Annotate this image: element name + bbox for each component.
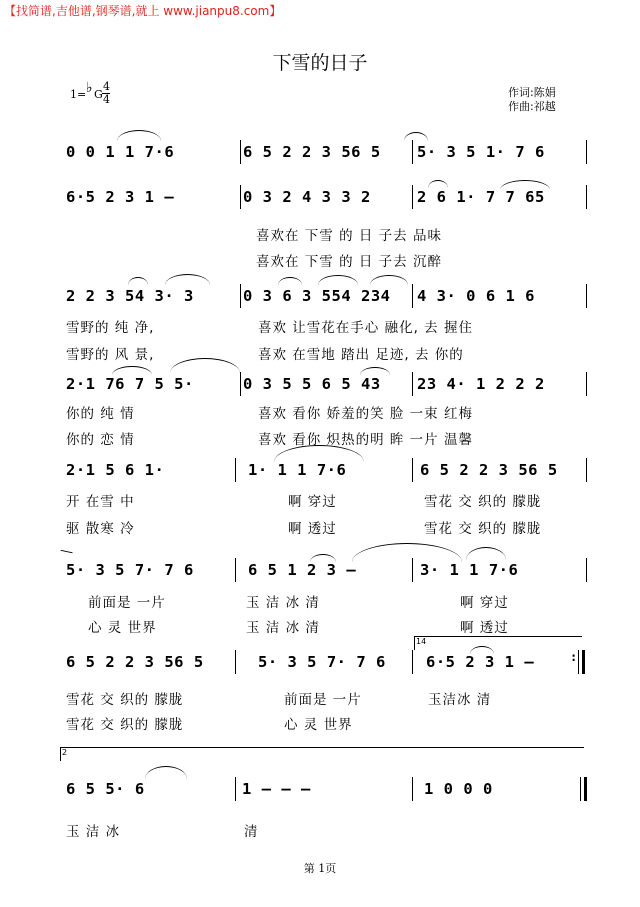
key-flat: ♭ bbox=[86, 80, 93, 96]
measure-notes: 5· 3 5 7· 7 6 bbox=[66, 561, 194, 579]
lyric-verse-2: 玉 洁 冰 清 bbox=[246, 620, 320, 636]
measure-notes: 1· 1 1 7·6 bbox=[248, 461, 347, 479]
song-title: 下雪的日子 bbox=[272, 52, 368, 74]
lyric-verse-2: 驱 散寒 冷 bbox=[66, 521, 135, 537]
measure-notes: 6·5 2 3 1 – bbox=[66, 188, 175, 206]
lyric-verse-1: 清 bbox=[244, 824, 259, 840]
lyric-verse-1: 玉洁冰 清 bbox=[428, 692, 492, 708]
measure-notes: 6 5 2 2 3 56 5 bbox=[66, 653, 204, 671]
lyric-verse-1: 啊 穿过 bbox=[460, 595, 509, 611]
lyric-verse-1: 啊 穿过 bbox=[288, 494, 337, 510]
lyric-verse-2: 雪花 交 织的 朦胧 bbox=[66, 717, 184, 733]
lyric-verse-1: 你的 纯 情 bbox=[66, 406, 135, 422]
measure-notes: 0 3 6 3 554 234 bbox=[243, 287, 391, 305]
measure-notes: 2 6 1· 7 7 65 bbox=[417, 188, 545, 206]
key-letter: G bbox=[94, 88, 103, 101]
measure-notes: 1 0 0 0 bbox=[424, 780, 493, 798]
volta-marker: 14 bbox=[416, 637, 427, 646]
measure-notes: 4 3· 0 6 1 6 bbox=[417, 287, 535, 305]
lyric-verse-2: 雪野的 风 景, bbox=[66, 347, 155, 363]
measure-notes: 23 4· 1 2 2 2 bbox=[417, 375, 545, 393]
volta-marker: 2 bbox=[62, 748, 68, 757]
measure-notes: 2·1 76 7 5 5· bbox=[66, 375, 194, 393]
lyric-verse-1: 雪野的 纯 净, bbox=[66, 320, 155, 336]
repeat-dots: : bbox=[570, 650, 578, 664]
measure-notes: 6·5 2 3 1 – bbox=[426, 653, 535, 671]
lyric-verse-1: 雪花 交 织的 朦胧 bbox=[424, 494, 542, 510]
site-banner: 【找简谱,吉他谱,钢琴谱,就上 www.jianpu8.com】 bbox=[4, 4, 282, 18]
measure-notes: 6 5 2 2 3 56 5 bbox=[420, 461, 558, 479]
measure-notes: 0 0 1 1 7·6 bbox=[66, 143, 175, 161]
lyric-verse-1: 喜欢在 下雪 的 日 子去 品味 bbox=[256, 228, 442, 244]
measure-notes: 2·1 5 6 1· bbox=[66, 461, 165, 479]
measure-notes: 2 2 3 54 3· 3 bbox=[66, 287, 194, 305]
lyric-verse-1: 喜欢 看你 娇羞的笑 脸 一束 红梅 bbox=[258, 406, 473, 422]
lyric-verse-2: 你的 恋 情 bbox=[66, 432, 135, 448]
time-numerator: 4 bbox=[103, 80, 110, 93]
measure-notes: 6 5 1 2 3 – bbox=[248, 561, 357, 579]
time-denominator: 4 bbox=[103, 93, 110, 106]
lyric-verse-2: 心 灵 世界 bbox=[284, 717, 353, 733]
measure-notes: 1 – – – bbox=[242, 780, 311, 798]
lyric-verse-1: 前面是 一片 bbox=[284, 692, 362, 708]
lyric-verse-2: 啊 透过 bbox=[460, 620, 509, 636]
lyric-verse-2: 喜欢在 下雪 的 日 子去 沉醉 bbox=[256, 254, 442, 270]
lyric-verse-1: 玉 洁 冰 清 bbox=[246, 595, 320, 611]
measure-notes: 6 5 2 2 3 56 5 bbox=[243, 143, 381, 161]
key-tonic: 1= bbox=[70, 88, 87, 101]
lyric-verse-2: 雪花 交 织的 朦胧 bbox=[424, 521, 542, 537]
measure-notes: 5· 3 5 1· 7 6 bbox=[417, 143, 545, 161]
measure-notes: 0 3 2 4 3 3 2 bbox=[243, 188, 371, 206]
composer-credit: 作曲:祁越 bbox=[508, 100, 556, 113]
lyric-verse-1: 前面是 一片 bbox=[88, 595, 166, 611]
measure-notes: 6 5 5· 6 bbox=[66, 780, 145, 798]
lyric-verse-1: 雪花 交 织的 朦胧 bbox=[66, 692, 184, 708]
lyric-verse-1: 喜欢 让雪花在手心 融化, 去 握住 bbox=[258, 320, 473, 336]
lyricist-credit: 作词:陈娟 bbox=[508, 86, 556, 99]
measure-notes: 0 3 5 5 6 5 43 bbox=[243, 375, 381, 393]
lyric-verse-1: 玉 洁 冰 bbox=[66, 824, 121, 840]
lyric-verse-2: 喜欢 看你 炽热的明 眸 一片 温馨 bbox=[258, 432, 473, 448]
lyric-verse-2: 啊 透过 bbox=[288, 521, 337, 537]
page-footer: 第 1页 bbox=[303, 862, 337, 875]
measure-notes: 5· 3 5 7· 7 6 bbox=[258, 653, 386, 671]
lyric-verse-2: 喜欢 在雪地 踏出 足迹, 去 你的 bbox=[258, 347, 464, 363]
lyric-verse-1: 开 在雪 中 bbox=[66, 494, 135, 510]
measure-notes: 3· 1 1 7·6 bbox=[420, 561, 519, 579]
lyric-verse-2: 心 灵 世界 bbox=[88, 620, 157, 636]
